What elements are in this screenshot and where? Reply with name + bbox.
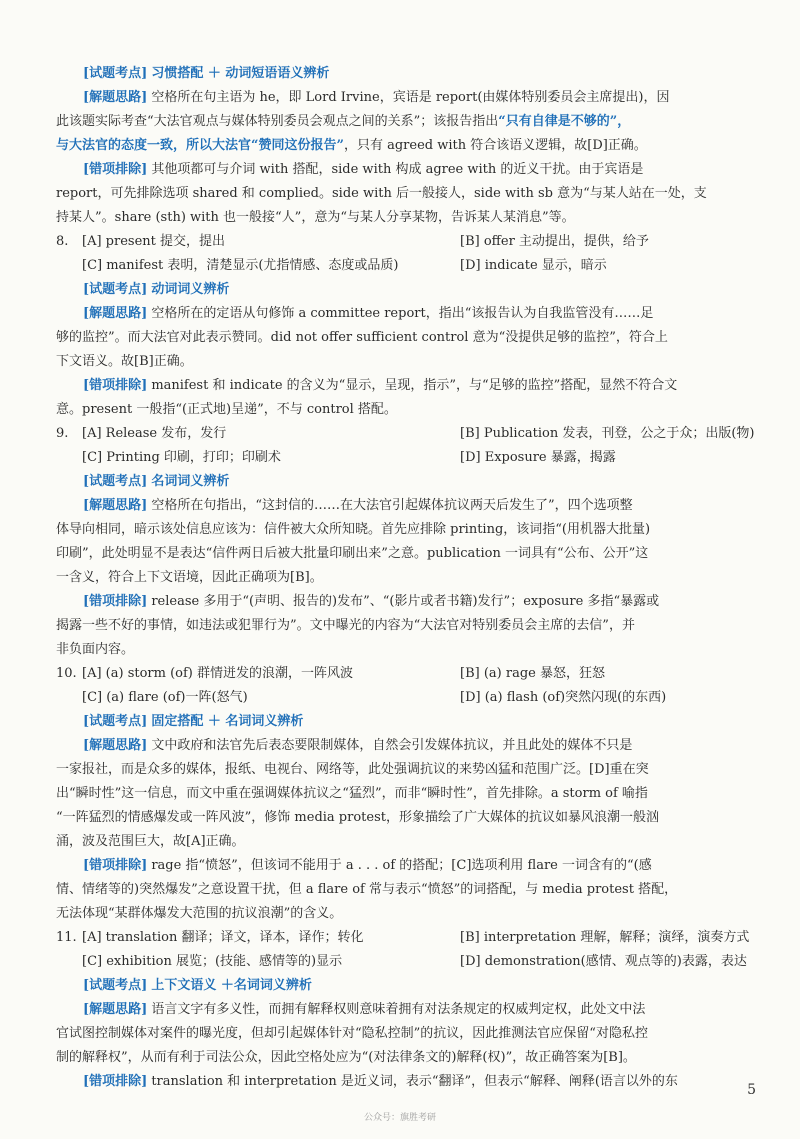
text-line bbox=[56, 1022, 756, 1046]
text-line bbox=[83, 158, 756, 182]
text-line bbox=[56, 638, 756, 662]
body-text: 空格所在的定语从句修饰 a committee report，指出“该报告认为自我监管没有……足 bbox=[151, 306, 654, 321]
text-line bbox=[56, 350, 756, 374]
text-line bbox=[83, 62, 756, 86]
section-tag: [试题考点] bbox=[83, 66, 148, 81]
body-text: translation 和 interpretation 是近义词，表示“翻译”，但表示“解释、阐释(语言以外的东 bbox=[151, 1074, 678, 1089]
option-left: [A] present 提交，提出 bbox=[82, 234, 225, 249]
text-line bbox=[56, 758, 756, 782]
text-line bbox=[56, 878, 756, 902]
body-text: rage 指“愤怒”，但该词不能用于 a . . . of 的搭配；[C]选项利用 flare 一词含有的“(感 bbox=[151, 858, 652, 873]
option-left: [C] Printing 印刷，打印；印刷术 bbox=[82, 450, 281, 465]
body-text: 一家报社，而是众多的媒体，报纸、电视台、网络等，此处强调抗议的来势凶猛和范围广泛。[D]重在突 bbox=[56, 762, 649, 777]
option-right: [B] Publication 发表，刊登，公之于众；出版(物) bbox=[460, 426, 755, 441]
text-line bbox=[83, 374, 756, 398]
text-line bbox=[56, 902, 756, 926]
text-line bbox=[56, 182, 756, 206]
option-row bbox=[56, 230, 756, 254]
body-text: 非负面内容。 bbox=[56, 642, 135, 657]
body-text: 意。present 一般指“(正式地)呈递”，不与 control 搭配。 bbox=[56, 402, 397, 417]
text-line bbox=[83, 710, 756, 734]
body-text: 其他项都可与介词 with 搭配，side with 构成 agree with 的近义干扰。由于宾语是 bbox=[151, 162, 644, 177]
text-line bbox=[83, 734, 756, 758]
option-row bbox=[56, 446, 756, 470]
option-row bbox=[56, 254, 756, 278]
option-right: [D] Exposure 暴露，揭露 bbox=[460, 450, 616, 465]
body-text: 文中政府和法官先后表态要限制媒体，自然会引发媒体抗议，并且此处的媒体不只是 bbox=[151, 738, 633, 753]
section-topic: 动词词义辨析 bbox=[151, 282, 230, 297]
question-number: 11. bbox=[56, 930, 77, 945]
body-text: 空格所在句指出，“这封信的……在大法官引起媒体抗议两天后发生了”，四个选项整 bbox=[151, 498, 633, 513]
option-right: [D] indicate 显示，暗示 bbox=[460, 258, 607, 273]
body-text: release 多用于“(声明、报告的)发布”、“(影片或者书籍)发行”；exposure 多指“暴露或 bbox=[151, 594, 660, 609]
option-right: [B] interpretation 理解，解释；演绎，演奏方式 bbox=[460, 930, 750, 945]
text-line bbox=[56, 110, 756, 134]
section-topic: 习惯搭配 ＋ 动词短语语义辨析 bbox=[151, 66, 330, 81]
section-tag: [解题思路] bbox=[83, 738, 148, 753]
body-text: 出“瞬时性”这一信息，而文中重在强调媒体抗议之“猛烈”，而非“瞬时性”，首先排除。a storm of 喻指 bbox=[56, 786, 648, 801]
highlight-text: 与大法官的态度一致，所以大法官“赞同这份报告” bbox=[56, 138, 344, 153]
option-right: [D] (a) flash (of)突然闪现(的东西) bbox=[460, 690, 667, 705]
question-number: 10. bbox=[56, 666, 77, 681]
section-tag: [解题思路] bbox=[83, 90, 148, 105]
text-line bbox=[83, 302, 756, 326]
body-text: 够的监控”。而大法官对此表示赞同。did not offer sufficient control 意为“没提供足够的监控”，符合上 bbox=[56, 330, 668, 345]
body-text: 情、情绪等的)突然爆发”之意设置干扰，但 a flare of 常与表示“愤怒”的词搭配，与 media protest 搭配， bbox=[56, 882, 678, 897]
section-topic: 名词词义辨析 bbox=[151, 474, 230, 489]
text-line bbox=[83, 974, 756, 998]
text-line bbox=[83, 278, 756, 302]
option-right: [B] (a) rage 暴怒，狂怒 bbox=[460, 666, 605, 681]
text-line bbox=[83, 998, 756, 1022]
body-text: “一阵猛烈的情感爆发或一阵风波”，修饰 media protest，形象描绘了广大媒体的抗议如暴风浪潮一般汹 bbox=[56, 810, 659, 825]
text-line bbox=[83, 470, 756, 494]
section-tag: [解题思路] bbox=[83, 1002, 148, 1017]
text-line bbox=[56, 614, 756, 638]
body-text: 揭露一些不好的事情，如违法或犯罪行为”。文中曝光的内容为“大法官对特别委员会主席的去信”，并 bbox=[56, 618, 635, 633]
body-text: 涌，波及范围巨大，故[A]正确。 bbox=[56, 834, 245, 849]
body-text: 无法体现“某群体爆发大范围的抗议浪潮”的含义。 bbox=[56, 906, 343, 921]
section-topic: 固定搭配 ＋ 名词词义辨析 bbox=[151, 714, 304, 729]
option-row bbox=[56, 926, 756, 950]
text-line bbox=[56, 830, 756, 854]
section-tag: [错项排除] bbox=[83, 378, 148, 393]
body-text: 体导向相同，暗示该处信息应该为：信件被大众所知晓。首先应排除 printing，该词指“(用机器大批量) bbox=[56, 522, 651, 537]
question-number: 9. bbox=[56, 426, 69, 441]
highlight-text: “只有自律是不够的”， bbox=[498, 114, 631, 129]
option-right: [B] offer 主动提出，提供，给予 bbox=[460, 234, 649, 249]
text-line bbox=[83, 1070, 756, 1094]
section-tag: [试题考点] bbox=[83, 474, 148, 489]
body-text: manifest 和 indicate 的含义为“显示，呈现，指示”，与“足够的监控”搭配，显然不符合文 bbox=[151, 378, 678, 393]
text-line bbox=[83, 86, 756, 110]
body-text: 下文语义。故[B]正确。 bbox=[56, 354, 193, 369]
option-left: [A] Release 发布，发行 bbox=[82, 426, 227, 441]
section-tag: [试题考点] bbox=[83, 282, 148, 297]
body-text: 制的解释权”，从而有利于司法公众，因此空格处应为“(对法律条文的)解释(权)”，故正确答案为[B]。 bbox=[56, 1050, 636, 1065]
text-line bbox=[56, 1046, 756, 1070]
body-text: 空格所在句主语为 he，即 Lord Irvine，宾语是 report(由媒体特别委员会主席提出)，因 bbox=[151, 90, 670, 105]
text-line bbox=[56, 518, 756, 542]
text-line bbox=[56, 806, 756, 830]
text-line bbox=[83, 590, 756, 614]
option-row bbox=[56, 422, 756, 446]
question-number: 8. bbox=[56, 234, 69, 249]
option-row bbox=[56, 662, 756, 686]
option-right: [D] demonstration(感情、观点等的)表露，表达 bbox=[460, 954, 747, 969]
body-text: 此该题实际考查“大法官观点与媒体特别委员会观点之间的关系”；该报告指出 bbox=[56, 114, 499, 129]
section-tag: [试题考点] bbox=[83, 714, 148, 729]
text-line bbox=[83, 494, 756, 518]
section-tag: [解题思路] bbox=[83, 306, 148, 321]
text-line bbox=[56, 206, 756, 230]
section-tag: [错项排除] bbox=[83, 594, 148, 609]
text-line bbox=[56, 134, 756, 158]
watermark-footer: 公众号：旗胜考研 bbox=[363, 1113, 436, 1123]
body-text: report，可先排除选项 shared 和 complied。side with 后一般接人，side with sb 意为“与某人站在一处，支 bbox=[56, 186, 707, 201]
text-line bbox=[56, 326, 756, 350]
section-tag: [试题考点] bbox=[83, 978, 148, 993]
option-left: [C] (a) flare (of)一阵(怒气) bbox=[82, 690, 248, 705]
text-line bbox=[56, 782, 756, 806]
page-number: 5 bbox=[747, 1082, 756, 1098]
section-tag: [解题思路] bbox=[83, 498, 148, 513]
body-text: 语言文字有多义性，而拥有解释权则意味着拥有对法条规定的权威判定权，此处文中法 bbox=[151, 1002, 646, 1017]
option-left: [A] (a) storm (of) 群情迸发的浪潮，一阵风波 bbox=[82, 666, 354, 681]
section-tag: [错项排除] bbox=[83, 162, 148, 177]
text-line bbox=[56, 542, 756, 566]
text-line bbox=[56, 566, 756, 590]
option-row bbox=[56, 686, 756, 710]
option-left: [C] manifest 表明，清楚显示(尤指情感、态度或品质) bbox=[82, 258, 399, 273]
body-text: 印刷”，此处明显不是表达“信件两日后被大批量印刷出来”之意。publication 一词具有“公布、公开”这 bbox=[56, 546, 649, 561]
body-text: 官试图控制媒体对案件的曝光度，但却引起媒体针对“隐私控制”的抗议，因此推测法官应保留“对隐私控 bbox=[56, 1026, 648, 1041]
option-row bbox=[56, 950, 756, 974]
body-text: ，只有 agreed with 符合该语义逻辑，故[D]正确。 bbox=[343, 138, 647, 153]
text-line bbox=[83, 854, 756, 878]
text-line bbox=[56, 398, 756, 422]
body-text: 一含义，符合上下文语境，因此正确项为[B]。 bbox=[56, 570, 323, 585]
option-left: [C] exhibition 展览；(技能、感情等的)显示 bbox=[82, 954, 343, 969]
body-text: 持某人”。share (sth) with 也一般接“人”，意为“与某人分享某物，告诉某人某消息”等。 bbox=[56, 210, 575, 225]
section-topic: 上下文语义 ＋名词词义辨析 bbox=[151, 978, 312, 993]
section-tag: [错项排除] bbox=[83, 1074, 148, 1089]
section-tag: [错项排除] bbox=[83, 858, 148, 873]
option-left: [A] translation 翻译；译文，译本，译作；转化 bbox=[82, 930, 364, 945]
